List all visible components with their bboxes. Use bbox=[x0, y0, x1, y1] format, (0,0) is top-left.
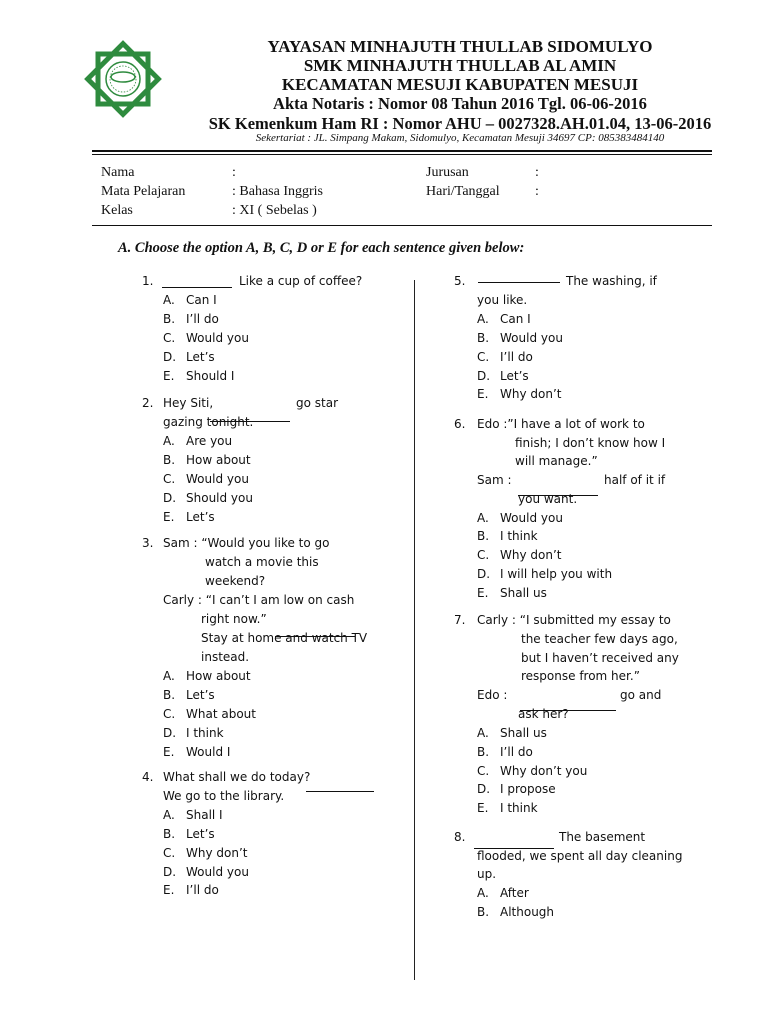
option-text: I propose bbox=[500, 782, 556, 796]
dialogue-line: response from her.” bbox=[521, 669, 640, 683]
option-letter: A. bbox=[477, 726, 489, 740]
option-text: I will help you with bbox=[500, 567, 613, 581]
option-text: Would I bbox=[186, 745, 231, 759]
option-letter: E. bbox=[163, 510, 175, 524]
option-letter: D. bbox=[163, 491, 177, 505]
option-letter: B. bbox=[477, 745, 490, 759]
option-text: I’ll do bbox=[500, 350, 533, 364]
option-text: I’ll do bbox=[186, 312, 219, 326]
option-letter: D. bbox=[477, 369, 491, 383]
dialogue-line: weekend? bbox=[205, 574, 266, 588]
option-letter: B. bbox=[163, 312, 176, 326]
option-text: After bbox=[500, 886, 529, 900]
option-letter: A. bbox=[163, 293, 175, 307]
option-letter: D. bbox=[163, 865, 177, 879]
class-value: : XI ( Sebelas ) bbox=[232, 203, 317, 218]
district-name: KECAMATAN MESUJI KABUPATEN MESUJI bbox=[281, 75, 639, 94]
dialogue-line: but I haven’t received any bbox=[521, 651, 679, 665]
name-field[interactable]: : bbox=[232, 165, 236, 180]
option-letter: D. bbox=[163, 726, 177, 740]
dialogue-line: ask her? bbox=[518, 707, 569, 721]
option-text: Shall us bbox=[500, 726, 547, 740]
option-text: I’ll do bbox=[186, 883, 219, 897]
notary-deed: Akta Notaris : Nomor 08 Tahun 2016 Tgl. 06-06-2016 bbox=[273, 94, 647, 113]
date-label: Hari/Tanggal bbox=[426, 184, 500, 199]
option-letter: C. bbox=[163, 472, 176, 486]
option-text: I think bbox=[500, 801, 538, 815]
question-text: We go to the library. bbox=[163, 789, 285, 803]
option-letter: B. bbox=[163, 688, 176, 702]
option-letter: C. bbox=[163, 331, 176, 345]
option-text: I think bbox=[500, 529, 538, 543]
question-number: 3. bbox=[142, 536, 154, 550]
dialogue-line: Carly : “I can’t I am low on cash bbox=[163, 593, 355, 607]
option-letter: D. bbox=[477, 782, 491, 796]
option-letter: E. bbox=[163, 745, 175, 759]
option-letter: B. bbox=[477, 905, 490, 919]
option-text: Would you bbox=[500, 331, 563, 345]
option-letter: A. bbox=[163, 669, 175, 683]
option-letter: B. bbox=[163, 827, 176, 841]
option-letter: A. bbox=[477, 312, 489, 326]
option-text: Why don’t bbox=[500, 387, 562, 401]
header-rule-thin bbox=[92, 154, 712, 155]
option-letter: E. bbox=[477, 586, 489, 600]
question-number: 6. bbox=[454, 417, 466, 431]
question-number: 5. bbox=[454, 274, 466, 288]
question-text: The washing, if bbox=[566, 274, 657, 288]
dialogue-line: Stay at home and watch TV bbox=[201, 631, 368, 645]
option-text: Let’s bbox=[186, 350, 215, 364]
ministry-decree: SK Kemenkum Ham RI : Nomor AHU – 0027328.AH.01.04, 13-06-2016 bbox=[208, 114, 712, 133]
option-letter: A. bbox=[163, 434, 175, 448]
section-instruction: A. Choose the option A, B, C, D or E for each sentence given below: bbox=[118, 240, 525, 256]
dialogue-line: Edo : bbox=[477, 688, 508, 702]
option-letter: A. bbox=[163, 808, 175, 822]
dialogue-line: half of it if bbox=[604, 473, 666, 487]
answer-blank bbox=[478, 282, 560, 283]
option-letter: B. bbox=[477, 331, 490, 345]
question-number: 8. bbox=[454, 830, 466, 844]
option-letter: C. bbox=[163, 846, 176, 860]
school-name: SMK MINHAJUTH THULLAB AL AMIN bbox=[303, 56, 617, 75]
option-letter: B. bbox=[477, 529, 490, 543]
question-text: Hey Siti, bbox=[163, 396, 214, 410]
major-label: Jurusan bbox=[426, 165, 469, 180]
dialogue-line: Edo :”I have a lot of work to bbox=[477, 417, 645, 431]
answer-blank bbox=[210, 421, 290, 422]
option-letter: A. bbox=[477, 511, 489, 525]
question-text: go star bbox=[296, 396, 339, 410]
question-number: 2. bbox=[142, 396, 154, 410]
major-field[interactable]: : bbox=[535, 165, 539, 180]
secretariat-address: Sekertariat : JL. Simpang Makam, Sidomulyo, Kecamatan Mesuji 34697 CP: 085383484140 bbox=[255, 132, 665, 144]
option-letter: D. bbox=[163, 350, 177, 364]
identity-rule bbox=[92, 225, 712, 226]
option-letter: B. bbox=[163, 453, 176, 467]
dialogue-line: the teacher few days ago, bbox=[521, 632, 678, 646]
option-text: Would you bbox=[500, 511, 563, 525]
foundation-name: YAYASAN MINHAJUTH THULLAB SIDOMULYO bbox=[267, 37, 653, 56]
option-letter: E. bbox=[163, 883, 175, 897]
question-text: up. bbox=[477, 867, 497, 881]
option-text: Are you bbox=[186, 434, 233, 448]
option-letter: C. bbox=[163, 707, 176, 721]
dialogue-line: will manage.” bbox=[515, 454, 598, 468]
name-label: Nama bbox=[101, 165, 135, 180]
option-letter: D. bbox=[477, 567, 491, 581]
dialogue-line: Carly : “I submitted my essay to bbox=[477, 613, 671, 627]
option-letter: C. bbox=[477, 764, 490, 778]
dialogue-line: finish; I don’t know how I bbox=[515, 436, 666, 450]
option-text: Should you bbox=[186, 491, 253, 505]
option-letter: E. bbox=[477, 801, 489, 815]
answer-blank bbox=[306, 791, 374, 792]
date-field[interactable]: : bbox=[535, 184, 539, 199]
option-text: Would you bbox=[186, 472, 249, 486]
option-text: Let’s bbox=[500, 369, 529, 383]
option-letter: E. bbox=[477, 387, 489, 401]
question-number: 1. bbox=[142, 274, 154, 288]
option-text: Should I bbox=[186, 369, 235, 383]
option-letter: C. bbox=[477, 350, 490, 364]
option-text: How about bbox=[186, 669, 251, 683]
dialogue-line: Sam : “Would you like to go bbox=[163, 536, 330, 550]
option-text: I’ll do bbox=[500, 745, 533, 759]
question-number: 4. bbox=[142, 770, 154, 784]
option-text: Although bbox=[500, 905, 555, 919]
dialogue-line: right now.” bbox=[201, 612, 267, 626]
school-logo bbox=[84, 40, 162, 118]
dialogue-line: instead. bbox=[201, 650, 250, 664]
question-text: you like. bbox=[477, 293, 528, 307]
header-rule-thick bbox=[92, 150, 712, 152]
option-letter: E. bbox=[163, 369, 175, 383]
question-text: What shall we do today? bbox=[163, 770, 311, 784]
option-text: What about bbox=[186, 707, 256, 721]
option-text: Shall us bbox=[500, 586, 547, 600]
subject-value: : Bahasa Inggris bbox=[232, 184, 323, 199]
option-text: Why don’t bbox=[186, 846, 248, 860]
dialogue-line: you want. bbox=[518, 492, 578, 506]
dialogue-line: go and bbox=[620, 688, 662, 702]
question-text: The basement bbox=[559, 830, 646, 844]
dialogue-line: Sam : bbox=[477, 473, 512, 487]
option-text: Can I bbox=[186, 293, 217, 307]
question-number: 7. bbox=[454, 613, 466, 627]
question-text: gazing tonight. bbox=[163, 415, 254, 429]
option-letter: C. bbox=[477, 548, 490, 562]
option-letter: A. bbox=[477, 886, 489, 900]
option-text: Shall I bbox=[186, 808, 223, 822]
question-text: flooded, we spent all day cleaning bbox=[477, 849, 683, 863]
option-text: Why don’t you bbox=[500, 764, 588, 778]
option-text: Would you bbox=[186, 331, 249, 345]
option-text: How about bbox=[186, 453, 251, 467]
option-text: Let’s bbox=[186, 688, 215, 702]
option-text: Would you bbox=[186, 865, 249, 879]
answer-blank bbox=[275, 636, 355, 637]
subject-label: Mata Pelajaran bbox=[101, 184, 186, 199]
dialogue-line: watch a movie this bbox=[205, 555, 319, 569]
option-text: I think bbox=[186, 726, 224, 740]
column-divider bbox=[414, 280, 415, 980]
question-text: Like a cup of coffee? bbox=[239, 274, 363, 288]
option-text: Let’s bbox=[186, 510, 215, 524]
option-text: Why don’t bbox=[500, 548, 562, 562]
option-text: Let’s bbox=[186, 827, 215, 841]
class-label: Kelas bbox=[101, 203, 133, 218]
answer-blank bbox=[162, 287, 232, 288]
option-text: Can I bbox=[500, 312, 531, 326]
